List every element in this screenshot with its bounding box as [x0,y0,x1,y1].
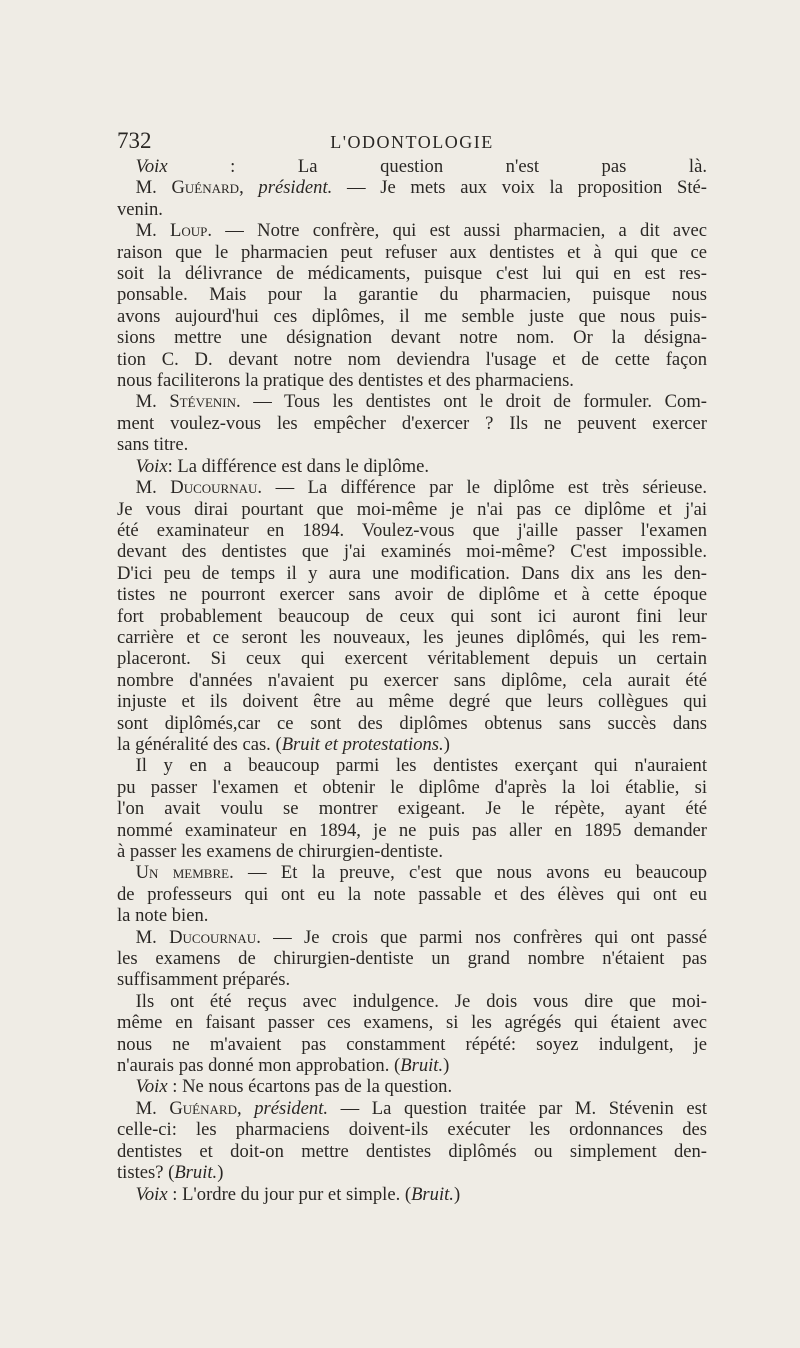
text-run: tistes ne pourront exercer sans avoir de diplôme et à cette époque [117,584,707,606]
speaker-name: Un membre [135,862,230,884]
text-line [117,1012,707,1033]
text-run: été examinateur en 1894. Voulez-vous que j'aille passer l'examen [117,519,707,541]
text-run: nommé examinateur en 1894, je ne puis pas aller en 1895 demander [117,819,707,841]
page-header [117,128,707,156]
text-line [117,905,707,926]
text-line [117,520,707,541]
text-run: D'ici peu de temps il y aura une modification. Dans dix ans les den- [117,562,707,584]
text-run: à passer les examens de chirurgien-dentiste. [117,841,443,862]
text-run: celle-ci: les pharmaciens doivent-ils exécuter les ordonnances des [117,1119,707,1141]
text-run: sans titre. [117,434,189,456]
italic-text: Bruit. [411,1183,454,1205]
text-run: , [236,1097,255,1119]
text-line [117,156,707,177]
text-line [117,884,707,905]
body-text [117,156,707,1205]
text-run: : La différence est dans le diplôme. [167,455,430,477]
text-line [117,713,707,734]
text-run: M. [135,926,170,948]
text-run: , [239,177,259,199]
text-line [117,284,707,305]
speaker-name: Ducournau [169,926,257,948]
italic-text: Voix [135,1076,168,1098]
text-run: suffisamment préparés. [117,969,291,991]
text-run: injuste et ils doivent être au même degré que leurs collègues qui [117,691,707,713]
text-line [117,862,707,883]
italic-text: président. [254,1097,329,1119]
text-run: — La question traitée par M. Stévenin est [328,1097,707,1119]
text-run: tistes? ( [117,1162,175,1184]
text-run: . — Et la preuve, c'est que nous avons eu beaucoup [229,862,707,884]
text-line [117,627,707,648]
text-run: . — Notre confrère, qui est aussi pharmacien, a dit avec [207,220,707,242]
text-line [117,755,707,776]
text-run: n'aurais pas donné mon approbation. ( [117,1055,401,1077]
text-line [117,1162,707,1183]
italic-text: Voix [135,156,168,177]
text-line [117,991,707,1012]
text-line [117,606,707,627]
text-run: — Je mets aux voix la proposition Sté- [332,177,707,199]
text-line [117,1119,707,1140]
text-run: ) [443,1055,450,1077]
text-line [117,563,707,584]
text-line [117,413,707,434]
text-run: fort probablement beaucoup de ceux qui sont ici auront fini leur [117,605,707,627]
text-run: Il y en a beaucoup parmi les dentistes exerçant qui n'auraient [135,755,707,777]
text-line [117,1055,707,1076]
text-run: ) [217,1162,224,1184]
speaker-name: Guénard [169,1097,237,1119]
text-line [117,263,707,284]
text-line [117,1184,707,1205]
text-line [117,1076,707,1097]
text-line [117,670,707,691]
text-run: ) [443,733,450,755]
speaker-name: Ducournau [170,477,258,499]
italic-text: Bruit et protestations. [281,733,444,755]
text-line [117,391,707,412]
text-line [117,948,707,969]
text-run: . — Tous les dentistes ont le droit de formuler. Com- [236,391,707,413]
text-run: la note bien. [117,905,209,927]
italic-text: Voix [135,455,168,477]
text-line [117,499,707,520]
italic-text: Bruit. [174,1162,218,1184]
text-run: . — La différence par le diplôme est très sérieuse. [257,477,707,499]
text-run: même en faisant passer ces examens, si les agrégés qui étaient avec [117,1012,707,1034]
text-run: ) [453,1183,461,1205]
text-run: M. [135,477,171,499]
text-line [117,242,707,263]
text-run: : L'ordre du jour pur et simple. ( [167,1183,412,1205]
text-line [117,477,707,498]
text-run: placeront. Si ceux qui exercent véritablement depuis un certain [117,648,707,670]
text-run: sions mettre une désignation devant notre nom. Or la désigna- [117,327,707,349]
page-number: 732 [117,128,152,153]
text-line [117,691,707,712]
text-line [117,220,707,241]
text-run: dentistes et doit-on mettre dentistes diplômés ou simplement den- [117,1140,707,1162]
text-line [117,370,707,391]
text-run: : Ne nous écartons pas de la question. [167,1076,453,1098]
text-line [117,456,707,477]
text-line [117,798,707,819]
italic-text: président. [258,177,333,199]
text-line [117,969,707,990]
text-run: de professeurs qui ont eu la note passable et des élèves qui ont eu [117,883,707,905]
text-line [117,1098,707,1119]
text-line [117,820,707,841]
text-run: nous ne m'avaient pas constamment répété: soyez indulgent, je [117,1033,707,1055]
text-run: raison que le pharmacien peut refuser aux dentistes et à qui que ce [117,241,707,263]
text-line [117,199,707,220]
text-line [117,1141,707,1162]
italic-text: Bruit. [400,1055,444,1077]
text-line [117,927,707,948]
text-run: . — Je crois que parmi nos confrères qui ont passé [256,926,707,948]
text-line [117,349,707,370]
text-run: M. [135,391,170,413]
text-run: avons aujourd'hui ces diplômes, il me semble juste que nous puis- [117,305,707,327]
text-run: la généralité des cas. ( [117,733,282,755]
text-run: nous faciliterons la pratique des dentistes et des pharmaciens. [117,370,574,392]
text-run: nombre d'années n'avaient pu exercer sans diplôme, cela aurait été [117,669,707,691]
text-run: carrière et ce seront les nouveaux, les jeunes diplômés, qui les rem- [117,626,707,648]
text-run: : La question n'est pas là. [167,156,707,177]
text-line [117,306,707,327]
text-run: devant des dentistes que j'ai examinés moi-même? C'est impossible. [117,541,707,563]
text-run: ponsable. Mais pour la garantie du pharmacien, puisque nous [117,284,707,306]
text-run: soit la délivrance de médicaments, puisque c'est lui qui en est res- [117,263,707,285]
text-run: Je vous dirai pourtant que moi-même je n'ai pas ce diplôme et j'ai [117,498,707,520]
text-line [117,434,707,455]
text-run: M. [135,220,171,242]
text-line [117,584,707,605]
text-line [117,648,707,669]
speaker-name: Stévenin [169,391,237,413]
speaker-name: Loup [170,220,208,242]
text-run: l'on avait voulu se montrer exigeant. Je le répète, ayant été [117,798,707,820]
text-line [117,177,707,198]
text-run: venin. [117,198,163,220]
text-line [117,1034,707,1055]
text-run: M. [135,177,172,199]
text-run: pu passer l'examen et obtenir le diplôme d'après la loi établie, si [117,776,707,798]
running-title: L'ODONTOLOGIE [330,132,494,152]
speaker-name: Guénard [171,177,240,199]
text-run: M. [135,1097,170,1119]
text-run: ment voulez-vous les empêcher d'exercer ? Ils ne peuvent exercer [117,412,707,434]
text-line [117,734,707,755]
text-run: tion C. D. devant notre nom deviendra l'usage et de cette façon [117,348,707,370]
italic-text: Voix [135,1183,168,1205]
text-line [117,841,707,862]
text-line [117,541,707,562]
text-line [117,327,707,348]
text-run: sont diplômés,car ce sont des diplômes obtenus sans succès dans [117,712,707,734]
text-line [117,777,707,798]
text-run: les examens de chirurgien-dentiste un grand nombre n'étaient pas [117,948,707,970]
text-run: Ils ont été reçus avec indulgence. Je dois vous dire que moi- [135,990,707,1012]
